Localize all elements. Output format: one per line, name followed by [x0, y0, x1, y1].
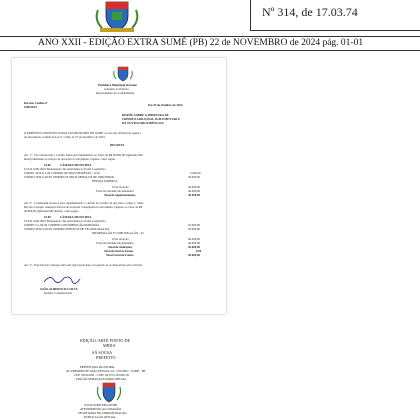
total-value: 40.000,00 [188, 245, 200, 249]
total-label: Total da Ação [112, 237, 129, 241]
page-title: ANO XXII - EDIÇÃO EXTRA SUMÉ (PB) 22 de NOVEMBRO de 2024 pág. 01-01 [38, 38, 364, 48]
table-row: 1000002 3339-0-39-99 15000000 OUTROS SERVIÇOS DE TERCEIROS [24, 175, 115, 179]
total-label: Total da Unidade Orçamentária [96, 189, 134, 193]
total-value: 40.000,00 [188, 253, 200, 257]
total-label: Total de Outras Fontes [104, 249, 134, 253]
total-value: 40.000,00 [188, 189, 200, 193]
preamble-line: da autorização contida na Lei nº 1.429, de 27 de dezembro de 2023. [24, 135, 106, 139]
ementa-line: CRÉDITO ADICIONAL SUPLEMENTAR E [122, 117, 181, 121]
table-row: 1000003 3-1-90-99 15000000 CONTRIBUIÇÃO PATRONAL [24, 223, 100, 227]
total-value: 0,00 [196, 249, 202, 253]
footer-website: WWW.SUME.PB.GOV.BR [84, 403, 118, 407]
decree-number: 1660/2024 [24, 105, 37, 109]
unit-name: CÂMARA MUNICIPAL [60, 163, 92, 167]
article-2-line: 40.000,00 (Quarenta Mil Reais), como segue: [24, 209, 79, 213]
footer-address: PREFEITURA MUNICIPAL [80, 365, 116, 369]
total-value: 40.000,00 [188, 241, 200, 245]
action-row: 01.010 1000-2001 Manutenção das Atividades do Poder Legislativo [24, 167, 106, 171]
decree-number-label: Decreto Crédito nº [24, 101, 48, 105]
footer-mayor-title: PREFEITO [96, 355, 116, 360]
table-row-value: 5.000,00 [190, 171, 201, 175]
total-value: 40.000,00 [188, 185, 200, 189]
footer-edition: MIDIA [103, 343, 116, 348]
org-dept: Departamento de Contabilidade [96, 91, 135, 95]
total-label: Total da Unidade Orçamentária [96, 241, 134, 245]
table-row-value: 10.000,00 [188, 223, 200, 227]
header-rule-bottom [0, 50, 420, 51]
total-label: Total de Anulações [108, 245, 133, 249]
total-label: Total da Ação [112, 185, 129, 189]
decree-document [12, 58, 226, 314]
footer-edition: EDIÇÃO: ARTE PONTO DE [80, 338, 131, 343]
table-row: 1000001 3319-0-1-99 15000000 OUTRAS DESPESAS - LOA [24, 171, 100, 175]
total-label: Total Geral de Fontes [106, 253, 134, 257]
footer-address: EDIÇÃO SEMANAL/DIÁRIO OFICIAL [76, 377, 127, 381]
article-1-line: Reais) destinado ao reforço de dotações do Orçamento vigente, como segue: [24, 157, 116, 161]
org-office: Gabinete do Prefeito [104, 87, 129, 91]
signatory-title: Prefeito Constitucional [44, 291, 72, 295]
table-row-cont: INFORMAÇÃO E COMUNICAÇÃO - PJ [92, 231, 144, 235]
footer-address: ATENDIMENTO AO CIDADÃO [80, 407, 121, 411]
footer-crest-icon [95, 382, 123, 404]
footer-mayor: SÁ SOUSA [92, 350, 113, 355]
footer-address: AV. PRESIDENTE JOÃO PESSOA, 44 - CENTRO - SUMÉ - PB [66, 369, 146, 373]
action-row: 01.010 1000-2001 Manutenção das Atividades do Poder Legislativo [24, 219, 106, 223]
article-3-line: Art. 3º - Este Decreto Cheque entra em vigor nesta data, revogando-se as disposições em contrário. [24, 263, 143, 267]
table-row-value: 20.000,00 [188, 175, 200, 179]
table-row-value: 30.000,00 [188, 227, 200, 231]
footer-address: CEP: 58540-000 - CNPJ: 09.073.156/0001-81 [74, 373, 130, 377]
header-rule-top [0, 36, 420, 37]
ementa-line: DÁ OUTRAS PROVIDÊNCIAS [122, 121, 164, 125]
municipal-crest-icon [92, 0, 142, 34]
decree-date: Em 29 de Outubro de 2024. [148, 103, 184, 107]
edition-number: Nº 314, de 17.03.74 [262, 5, 358, 19]
footer-address: SECRETARIA DE ADMINISTRAÇÃO [78, 411, 127, 415]
table-row-cont: PESSOA JURÍDICA [92, 179, 118, 183]
table-row: 1000004 3339-0-39-99 15000000 SERVIÇOS DE TECNOLOGIA DA [24, 227, 110, 231]
signature-icon [42, 272, 82, 286]
preamble-line: O PREFEITO CONSTITUCIONAL DO MUNICÍPIO DE SUMÉ, no uso das atribuições legais e [24, 131, 142, 135]
total-label: Total de Suplementações [104, 193, 136, 197]
decreta-heading: DECRETA [110, 143, 125, 147]
unit-code: 01.00 [44, 215, 51, 219]
article-2-line: Decreto Cheque: Anulação Parcial de dotações consignadas no Orçamento vigente, no valor de R$ [24, 205, 143, 209]
footer-address: PUBLICAÇÃO OFICIAL [84, 415, 116, 419]
gov-crest-icon [112, 66, 134, 82]
total-value: 40.000,00 [188, 193, 200, 197]
unit-name: CÂMARA MUNICIPAL [60, 215, 92, 219]
total-value: 40.000,00 [188, 237, 200, 241]
article-2-line: Art. 2º - Constituem recursos para suplementação o cálculo do Crédito de que trata o artigo 1º deste [24, 201, 144, 205]
org-name: Prefeitura Municipal de Sumé [98, 83, 137, 87]
signatory-name: JOÃO ALBERTO DA SILVA [40, 287, 78, 291]
article-1-line: Art. 1º - Fica autorizado o Crédito Adicional Suplementar no Valor de R$ 40.000,00 (Quarenta Mil [24, 153, 143, 157]
ementa-line: DISPÕE SOBRE A ABERTURA DE [122, 113, 169, 117]
unit-code: 01.00 [44, 163, 51, 167]
